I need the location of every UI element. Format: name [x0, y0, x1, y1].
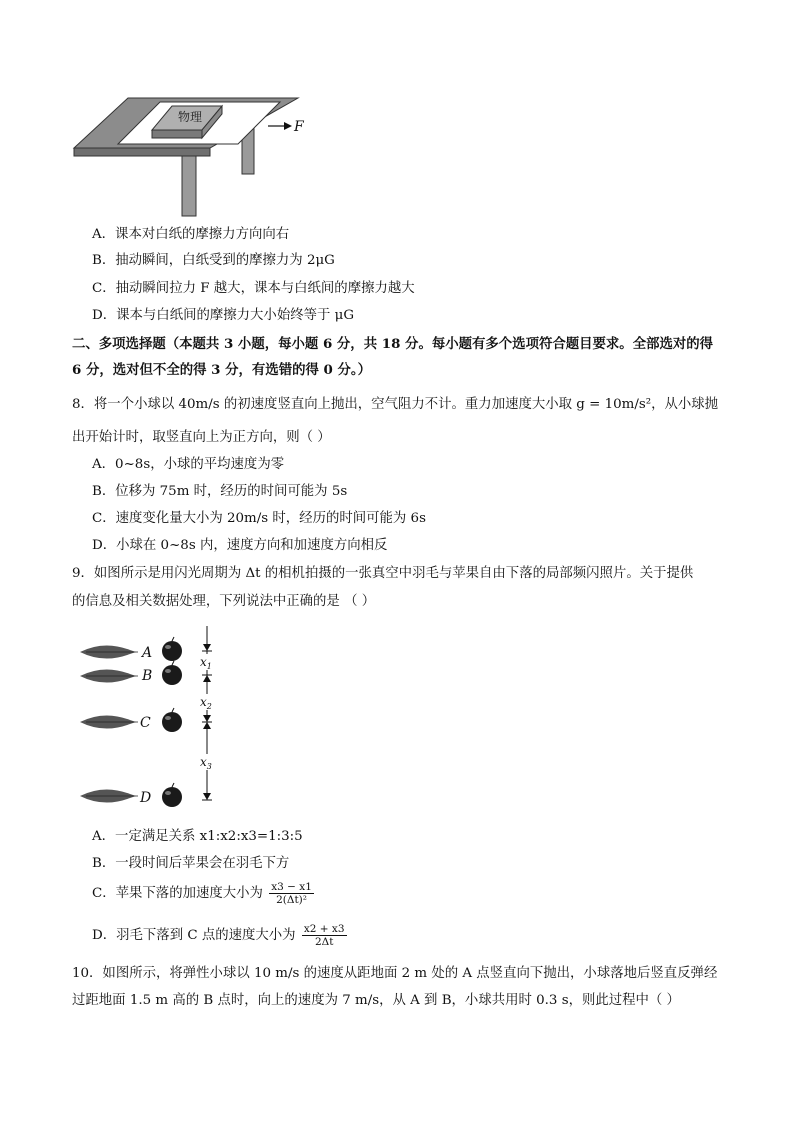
force-arrow-head [284, 122, 292, 130]
label-B: B [142, 668, 153, 684]
q10-stem-line2: 过距地面 1.5 m 高的 B 点时，向上的速度为 7 m/s，从 A 到 B，小球共用时 0.3 s，则此过程中（ ） [72, 993, 680, 1008]
q9-option-c [92, 880, 314, 908]
q9-option-d [92, 922, 347, 950]
table-edge [74, 148, 210, 156]
q9-option-c-fraction [269, 881, 314, 906]
q9-option-d-fraction [302, 923, 347, 948]
section2-line1: 二、多项选择题（本题共 3 小题，每小题 6 分，共 18 分。每小题有多个选项符合题目要求。全部选对的得 [72, 336, 714, 352]
feather-icon [80, 669, 138, 682]
q8-stem-line2: 出开始计时，取竖直向上为正方向，则（ ） [72, 430, 331, 445]
distance-x1: $x_1$ [200, 655, 212, 671]
apple-icon [162, 708, 182, 732]
label-C: C [140, 715, 151, 731]
force-label: F [294, 119, 304, 135]
arrow-head [203, 715, 211, 722]
q9-option-c-text: C．苹果下落的加速度大小为 [92, 886, 263, 901]
q9-option-a: A．一定满足关系 x1:x2:x3=1:3:5 [92, 829, 303, 844]
fraction-denominator: 2Δt [314, 936, 334, 948]
q9-strobe-figure [76, 624, 236, 814]
section2-line2: 6 分，选对但不全的得 3 分，有选错的得 0 分。） [72, 362, 371, 378]
apple-icon [162, 661, 182, 685]
fraction-numerator: x2 + x3 [303, 923, 345, 935]
q10-stem-line1: 10．如图所示，将弹性小球以 10 m/s 的速度从距地面 2 m 处的 A 点竖直向下抛出，小球落地后竖直反弹经 [72, 966, 718, 981]
book-label: 物理 [178, 110, 203, 124]
fraction-denominator: 2(Δt)² [276, 894, 307, 906]
q7-option-a: A．课本对白纸的摩擦力方向向右 [92, 227, 290, 242]
fraction-numerator: x3 − x1 [271, 881, 312, 893]
apple-icon [162, 637, 182, 661]
q7-option-c: C．抽动瞬间拉力 F 越大，课本与白纸间的摩擦力越大 [92, 281, 415, 296]
q9-option-b: B．一段时间后苹果会在羽毛下方 [92, 856, 290, 871]
arrow-head [203, 644, 211, 651]
q8-option-d: D．小球在 0~8s 内，速度方向和加速度方向相反 [92, 538, 388, 553]
q9-stem-line2: 的信息及相关数据处理，下列说法中正确的是 （ ） [72, 594, 376, 609]
distance-x2: $x_2$ [200, 695, 212, 711]
arrow-head [203, 675, 211, 682]
q8-option-b: B．位移为 75m 时，经历的时间可能为 5s [92, 484, 348, 499]
label-D: D [140, 790, 152, 806]
arrow-head [203, 793, 211, 800]
book-side [152, 130, 202, 138]
feather-icon [80, 715, 138, 728]
q9-stem-line1: 9．如图所示是用闪光周期为 Δt 的相机拍摄的一张真空中羽毛与苹果自由下落的局部频闪照片。关于提供 [72, 566, 694, 581]
q7-option-b: B．抽动瞬间，白纸受到的摩擦力为 2μG [92, 253, 335, 268]
q8-option-c: C．速度变化量大小为 20m/s 时，经历的时间可能为 6s [92, 511, 426, 526]
table-leg-front [182, 156, 196, 216]
distance-x3: $x_3$ [200, 755, 212, 771]
q7-option-d: D．课本与白纸间的摩擦力大小始终等于 μG [92, 308, 355, 323]
q8-stem-line1: 8．将一个小球以 40m/s 的初速度竖直向上抛出，空气阻力不计。重力加速度大小取 g = 10m/s²，从小球抛 [72, 397, 719, 412]
q8-option-a: A．0~8s，小球的平均速度为零 [92, 457, 285, 472]
feather-icon [80, 789, 138, 802]
feather-icon [80, 645, 138, 658]
label-A: A [142, 645, 153, 661]
apple-icon [162, 783, 182, 807]
q9-option-d-text: D．羽毛下落到 C 点的速度大小为 [92, 928, 296, 943]
arrow-head [203, 722, 211, 729]
table-figure [70, 94, 320, 224]
